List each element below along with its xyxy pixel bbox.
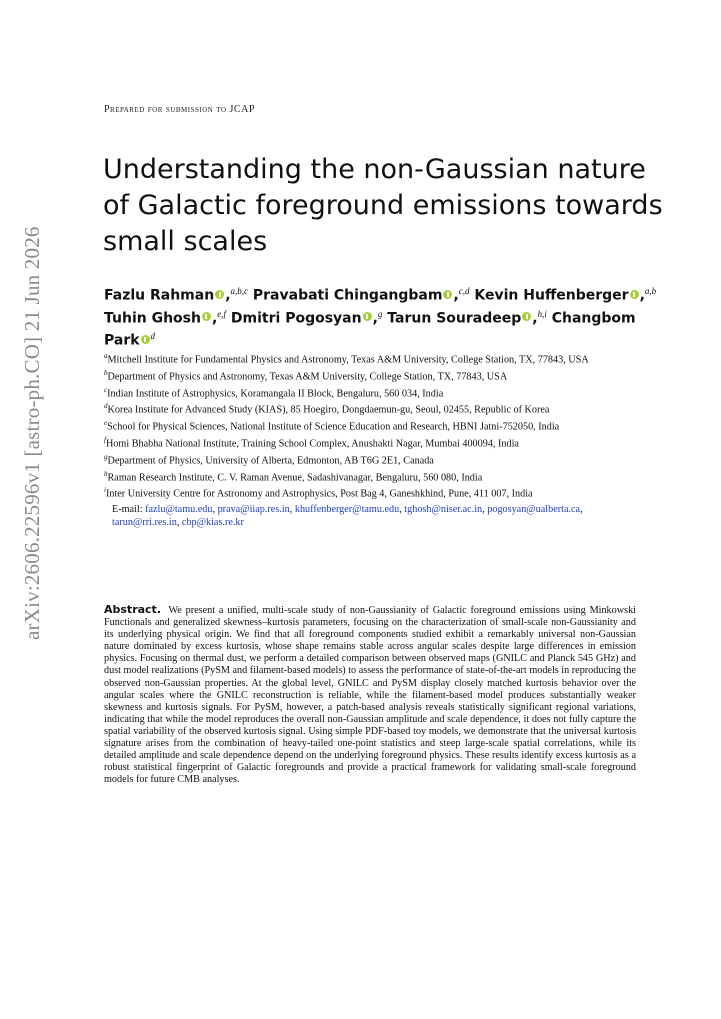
affiliation-mark: c xyxy=(104,385,108,394)
affiliation xyxy=(104,434,640,451)
email-link[interactable]: tarun@rri.res.in xyxy=(112,516,177,528)
affiliation-mark: i xyxy=(104,486,106,495)
author-affil-marks: a,b xyxy=(644,286,657,296)
author-name: Pravabati Chingangbam xyxy=(252,287,443,304)
author-list: Fazlu Rahman ,$^{a,b,c}$ Pravabati Chingangbam ,$^{c,d}$ Kevin Huffenberger ,$^{a,b}$ Tuhin Ghosh ,$^{e,f}$ Dmitri Pogosyan ,$^g$ Tarun Souradeep ,$^{h,i}$ Changbom Park $^d$ xyxy=(104,286,657,349)
affiliation-text: Indian Institute of Astrophysics, Koramangala II Block, Bengaluru, 560 034, India xyxy=(107,387,444,399)
orcid-icon[interactable] xyxy=(363,312,372,321)
email-block: E-mail: fazlu@tamu.edu, prava@iiap.res.in, khuffenberger@tamu.edu, tghosh@niser.ac.in, pogosyan@ualberta.ca, tarun@rri.res.in, cbp@kias.re.kr xyxy=(112,504,583,528)
author-affil-marks: h,i xyxy=(537,308,547,319)
paper-title: Understanding the non-Gaussian nature of Galactic foreground emissions towards small scales xyxy=(103,154,663,257)
orcid-icon[interactable] xyxy=(443,290,452,299)
affiliation-mark: e xyxy=(104,419,108,428)
affiliation xyxy=(104,451,640,468)
email-link[interactable]: pogosyan@ualberta.ca xyxy=(487,504,581,516)
author-name: Tarun Souradeep xyxy=(387,310,522,327)
affiliation-text: Inter University Centre for Astronomy and Astrophysics, Post Bag 4, Ganeshkhind, Pune, 411 007, India xyxy=(105,488,533,500)
affiliation-text: Homi Bhabha National Institute, Training School Complex, Anushakti Nagar, Mumbai 400094, India xyxy=(105,438,519,450)
affiliation xyxy=(104,350,640,367)
affiliation-mark: d xyxy=(104,402,108,411)
affiliation-mark: b xyxy=(104,368,108,377)
email-link[interactable]: fazlu@tamu.edu xyxy=(145,504,213,516)
orcid-icon[interactable] xyxy=(522,312,531,321)
author-affil-marks: c,d xyxy=(458,286,470,296)
affiliation-text: Korea Institute for Advanced Study (KIAS), 85 Hoegiro, Dongdaemun-gu, Seoul, 02455, Republic of Korea xyxy=(107,404,550,416)
email-link[interactable]: prava@iiap.res.in xyxy=(217,504,290,516)
affiliation-text: Department of Physics, University of Alberta, Edmonton, AB T6G 2E1, Canada xyxy=(107,455,434,467)
affiliation xyxy=(104,400,640,417)
email-link[interactable]: cbp@kias.re.kr xyxy=(181,516,244,528)
orcid-icon[interactable] xyxy=(141,335,150,344)
email-link[interactable]: tghosh@niser.ac.in xyxy=(404,504,483,516)
abstract-label: Abstract. xyxy=(104,603,161,616)
affiliation xyxy=(104,417,640,434)
email-label: E-mail: xyxy=(112,504,143,516)
affiliation xyxy=(104,367,640,384)
author-name: Kevin Huffenberger xyxy=(474,287,629,304)
orcid-icon[interactable] xyxy=(202,312,211,321)
author-affil-marks: e,f xyxy=(217,308,227,319)
author-affil-marks: g xyxy=(377,308,383,319)
author-name: Dmitri Pogosyan xyxy=(230,310,362,327)
arxiv-identifier-stamp: arXiv:2606.22596v1 [astro-ph.CO] 21 Jun 2026 xyxy=(20,226,44,640)
abstract-text: We present a unified, multi-scale study of non-Gaussianity of Galactic foreground emissions using Minkowski Functionals and generalized skewness–kurtosis parameters, focusing on the characterization of small-scale non-Gaussianity and its underlying physical origin. We find that all foreground components studied exhibit a remarkably universal non-Gaussian nature dominated by excess kurtosis, whose shape remains stable across angular scales despite large differences in emission physics. Focusing on thermal dust, we perform a detailed comparison between observed maps (GNILC and Planck 545 GHz) and dust model realizations (PySM and filament-based models) to assess the performance of state-of-the-art models in reproducing the observed non-Gaussian properties. At the global level, GNILC and PySM display closely matched kurtosis behavior over the angular scales where the GNILC reconstruction is reliable, while the filament-based model produces substantially weaker skewness and kurtosis signals. For PySM, however, a patch-based analysis reveals statistically significant regional variations, indicating that while the model reproduces the overall non-Gaussian amplitude and scale dependence, it does not fully capture the spatial variability of the observed kurtosis signal. Using simple PDF-based toy models, we demonstrate that the universal kurtosis signature arises from the combination of heavy-tailed one-point statistics and steep large-scale spatial correlations, while its detailed amplitude and scale dependence depend on the underlying foreground physics. These results identify excess kurtosis as a robust statistical fingerprint of Galactic foregrounds and provide a practical framework for validating small-scale foreground models for future CMB analyses. xyxy=(104,605,636,786)
author-affil-marks: a,b,c xyxy=(230,286,249,296)
author-name: Fazlu Rahman xyxy=(104,287,215,304)
affiliation xyxy=(104,384,640,401)
affiliation-list xyxy=(104,350,640,530)
affiliation-text: Department of Physics and Astronomy, Texas A&M University, College Station, TX, 77843, USA xyxy=(107,371,508,383)
affiliation-text: Raman Research Institute, C. V. Raman Avenue, Sadashivanagar, Bengaluru, 560 080, India xyxy=(107,471,483,483)
orcid-icon[interactable] xyxy=(215,290,224,299)
abstract xyxy=(104,604,636,786)
affiliation xyxy=(104,468,640,485)
affiliation-mark: a xyxy=(104,352,108,360)
author-name: Changbom Park xyxy=(104,310,636,349)
affiliation-text: Mitchell Institute for Fundamental Physics and Astronomy, Texas A&M University, College Station, TX, 77843, USA xyxy=(107,354,589,366)
affiliation xyxy=(104,484,640,501)
author-affil-marks: d xyxy=(150,331,156,342)
orcid-icon[interactable] xyxy=(630,290,639,299)
affiliation-mark: g xyxy=(104,452,108,461)
affiliation-mark: f xyxy=(104,435,106,444)
affiliation-text: School for Physical Sciences, National Institute of Science Education and Research, HBNI Jatni-752050, India xyxy=(107,421,560,433)
email-link[interactable]: khuffenberger@tamu.edu xyxy=(294,504,400,516)
author-name: Tuhin Ghosh xyxy=(104,310,201,327)
submission-note: Prepared for submission to JCAP xyxy=(104,104,255,115)
affiliation-mark: h xyxy=(104,469,108,478)
